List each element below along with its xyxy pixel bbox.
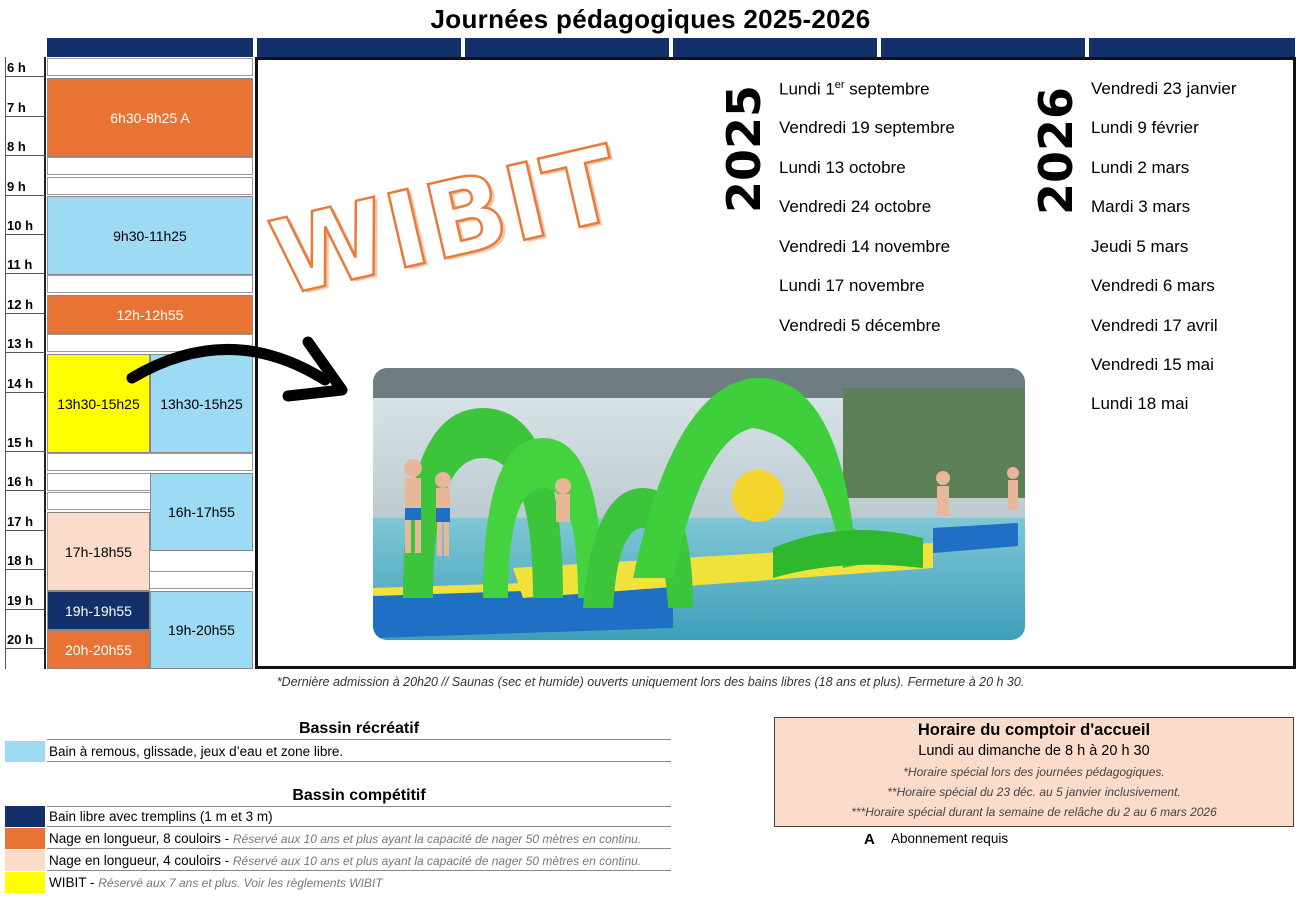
date-2026: Lundi 9 février — [1091, 118, 1199, 137]
header-bar — [465, 38, 669, 57]
date-text: Lundi 1 — [779, 79, 835, 99]
legend-item — [47, 828, 671, 849]
date-2026: Vendredi 6 mars — [1091, 276, 1215, 295]
date-2026: Mardi 3 mars — [1091, 197, 1191, 216]
header-bar — [881, 38, 1085, 57]
block-yellow-wibit: 13h30-15h25 — [47, 354, 150, 453]
legend-item — [47, 850, 671, 871]
header-bar — [47, 38, 253, 57]
reception-hours: Lundi au dimanche de 8 h à 20 h 30 — [918, 743, 1150, 759]
hour-label: 16 h — [5, 473, 45, 491]
block-orange-evening: 20h-20h55 — [47, 630, 150, 669]
hour-label: 10 h — [5, 217, 45, 235]
block-orange-noon: 12h-12h55 — [47, 295, 253, 334]
date-2026: Vendredi 23 janvier — [1091, 79, 1237, 98]
wibit-photo — [373, 368, 1025, 640]
grid-row — [47, 275, 253, 293]
legend-desc: Réservé aux 10 ans et plus ayant la capacité de nager 50 mètres en continu. — [232, 832, 642, 846]
legend-desc: Réservé aux 10 ans et plus ayant la capacité de nager 50 mètres en continu. — [232, 854, 642, 868]
legend-swatch-orange — [5, 828, 45, 849]
date-text: septembre — [844, 79, 930, 99]
legend-swatch-navy — [5, 806, 45, 827]
hour-label: 19 h — [5, 592, 45, 610]
legend-item — [47, 872, 671, 893]
legend-label: Bain à remous, glissade, jeux d’eau et zone libre. — [49, 744, 344, 759]
year-2025-label: 2025 — [717, 84, 772, 214]
reception-title: Horaire du comptoir d'accueil — [917, 721, 1151, 739]
hour-label: 12 h — [5, 296, 45, 314]
reception-note: ***Horaire spécial durant la semaine de relâche du 2 au 6 mars 2026 — [851, 805, 1217, 819]
page-title: Journées pédagogiques 2025-2026 — [430, 4, 871, 34]
grid-row — [47, 58, 253, 76]
date-2026: Lundi 2 mars — [1091, 158, 1190, 177]
legend-label: Nage en longueur, 8 couloirs — [49, 831, 221, 846]
legend-dash: - — [86, 875, 99, 890]
date-2025: Lundi 17 novembre — [779, 276, 925, 295]
admission-note: *Dernière admission à 20h20 // Saunas (sec et humide) ouverts uniquement lors des bains libres (18 ans et plus). Fermeture à 20 h 30. — [276, 675, 1025, 689]
hour-label: 9 h — [5, 178, 45, 196]
grid-row — [47, 157, 253, 175]
legend-dash: - — [220, 831, 233, 846]
date-superscript: er — [834, 79, 845, 91]
legend-label: Nage en longueur, 4 couloirs — [49, 853, 221, 868]
hour-label: 11 h — [5, 256, 45, 274]
block-blue-morning: 9h30-11h25 — [47, 196, 253, 275]
reception-note: **Horaire spécial du 23 déc. au 5 janvier inclusivement. — [887, 785, 1181, 799]
date-2025 — [779, 79, 930, 100]
hour-label: 7 h — [5, 99, 45, 117]
block-blue-afternoon: 13h30-15h25 — [150, 354, 253, 453]
legend-label: Bain libre avec tremplins (1 m et 3 m) — [49, 809, 273, 824]
block-navy-evening: 19h-19h55 — [47, 591, 150, 630]
legend-swatch-blue — [5, 741, 45, 762]
hour-label: 17 h — [5, 513, 45, 531]
date-2025: Vendredi 19 septembre — [779, 118, 955, 137]
block-blue-late: 16h-17h55 — [150, 473, 253, 551]
hour-label: 20 h — [5, 631, 45, 649]
wibit-logo: WIBIT — [260, 121, 632, 320]
date-2026: Vendredi 17 avril — [1091, 316, 1218, 335]
hour-label: 14 h — [5, 375, 45, 393]
header-bar — [257, 38, 461, 57]
date-2026: Jeudi 5 mars — [1091, 237, 1189, 256]
legend-item-recreatif — [47, 741, 671, 762]
legend-swatch-peach — [5, 850, 45, 871]
date-2025: Vendredi 24 octobre — [779, 197, 932, 216]
block-orange-morning: 6h30-8h25 A — [47, 78, 253, 157]
abonnement-mark: A — [864, 831, 875, 848]
hour-label: 18 h — [5, 552, 45, 570]
grid-row — [47, 177, 253, 195]
reception-note: *Horaire spécial lors des journées pédagogiques. — [903, 765, 1165, 779]
inflatable-illustration — [373, 368, 1025, 640]
hour-label: 6 h — [5, 59, 45, 77]
date-2026: Vendredi 15 mai — [1091, 355, 1214, 374]
reception-hours-box — [774, 717, 1294, 827]
date-2026: Lundi 18 mai — [1091, 394, 1189, 413]
date-2025: Vendredi 14 novembre — [779, 237, 951, 256]
date-2025: Vendredi 5 décembre — [779, 316, 941, 335]
legend-dash: - — [220, 853, 233, 868]
abonnement-text: Abonnement requis — [891, 831, 1009, 846]
hour-label: 8 h — [5, 138, 45, 156]
legend-competitif-title: Bassin compétitif — [292, 787, 426, 804]
year-2026-label: 2026 — [1029, 86, 1084, 216]
legend-item — [47, 806, 671, 827]
legend-swatch-yellow — [5, 872, 45, 893]
block-peach-evening: 17h-18h55 — [47, 512, 150, 591]
legend-desc: Réservé aux 7 ans et plus. Voir les règlements WIBIT — [98, 876, 383, 890]
hour-label: 15 h — [5, 434, 45, 452]
block-blue-evening: 19h-20h55 — [150, 591, 253, 669]
legend-recreatif-title: Bassin récréatif — [298, 720, 420, 737]
grid-row — [47, 453, 253, 471]
header-bar — [673, 38, 877, 57]
legend-label: WIBIT — [49, 875, 87, 890]
divider — [47, 739, 671, 740]
hour-label: 13 h — [5, 335, 45, 353]
date-2025: Lundi 13 octobre — [779, 158, 906, 177]
arrow-icon — [120, 330, 350, 410]
header-bar — [1089, 38, 1295, 57]
